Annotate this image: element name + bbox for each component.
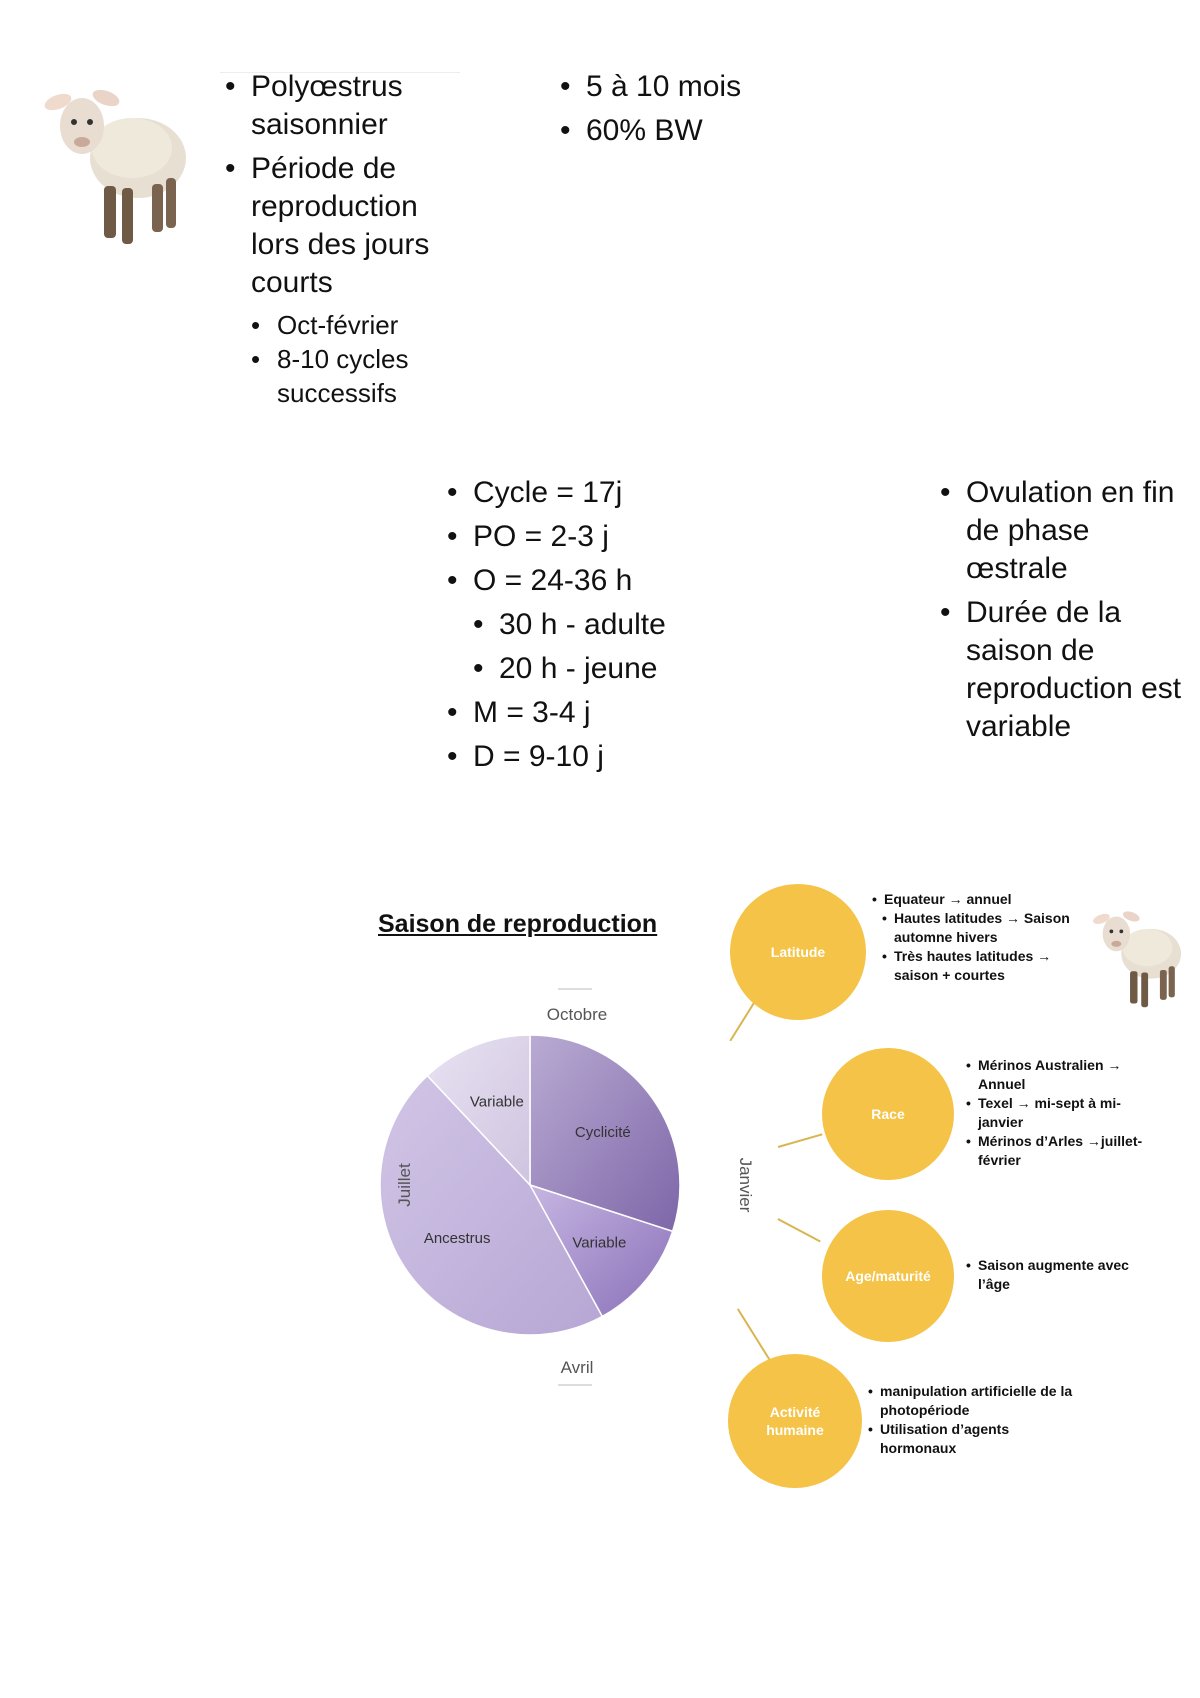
month-left-label: Juillet — [395, 1163, 414, 1207]
bullet-d: • D = 9-10 j — [447, 738, 787, 776]
bullet-polyoestrus: • Polyœstrus saisonnier — [225, 68, 455, 144]
bullet-oct-fevrier: • Oct-février — [251, 308, 455, 342]
season-pie-chart — [380, 975, 755, 1395]
bullet-o: • O = 24-36 h — [447, 562, 787, 600]
latitude-note-1: • Equateur → annuel — [872, 890, 1092, 909]
latitude-note-3: • Très hautes latitudes → saison + courtes — [882, 947, 1092, 985]
pie-slice-cyclicite-label: Cyclicité — [574, 1124, 631, 1142]
age-circle-label: Age/maturité — [845, 1268, 931, 1284]
human-circle-label: Activité humaine — [766, 1404, 824, 1438]
puberty-list — [560, 68, 820, 150]
bullet-po: • PO = 2-3 j — [447, 518, 787, 556]
bullet-bw: • 60% BW — [560, 112, 820, 150]
reproduction-list — [225, 68, 455, 410]
bullet-m: • M = 3-4 j — [447, 694, 787, 732]
bullet-cycles: • 8-10 cycles successifs — [251, 342, 455, 410]
bullet-ovulation: • Ovulation en fin de phase œstrale — [940, 474, 1195, 588]
bullet-adulte: • 30 h - adulte — [473, 606, 787, 644]
latitude-note-2: • Hautes latitudes → Saison automne hivers — [882, 909, 1092, 947]
race-circle: Race — [822, 1048, 954, 1180]
bullet-cycle: • Cycle = 17j — [447, 474, 787, 512]
chart-title: Saison de reproduction — [378, 910, 658, 938]
latitude-notes — [872, 890, 1092, 985]
month-bottom-label: Avril — [560, 1358, 594, 1377]
race-note-3: • Mérinos d’Arles →juillet-février — [966, 1132, 1166, 1170]
race-note-1: • Mérinos Australien → Annuel — [966, 1056, 1166, 1094]
month-top-label: Octobre — [546, 1005, 608, 1024]
race-note-2: • Texel → mi-sept à mi-janvier — [966, 1094, 1166, 1132]
pie-slice-variable-1-label: Variable — [572, 1234, 627, 1252]
human-circle — [728, 1354, 862, 1488]
connector-human — [737, 1308, 773, 1365]
age-circle — [822, 1210, 954, 1342]
bullet-age: • 5 à 10 mois — [560, 68, 820, 106]
cycle-list — [447, 474, 787, 776]
human-notes — [868, 1382, 1088, 1458]
human-note-1: • manipulation artificielle de la photopériode — [868, 1382, 1088, 1420]
human-note-2: • Utilisation d’agents hormonaux — [868, 1420, 1088, 1458]
age-notes — [966, 1256, 1156, 1294]
pie-slice-variable-2-label: Variable — [469, 1093, 524, 1111]
connector-race — [778, 1133, 823, 1147]
sheep-image-top — [40, 78, 200, 258]
latitude-circle: Latitude — [730, 884, 866, 1020]
bullet-duree: • Durée de la saison de reproduction est variable — [940, 594, 1195, 746]
connector-age — [778, 1218, 821, 1242]
race-notes — [966, 1056, 1166, 1170]
month-right-label: Janvier — [736, 1157, 755, 1213]
bullet-periode: • Période de reproduction lors des jours courts — [225, 150, 455, 302]
bullet-jeune: • 20 h - jeune — [473, 650, 787, 688]
sheep-image-small — [1088, 904, 1192, 1016]
ovulation-list — [940, 474, 1195, 746]
age-note-1: • Saison augmente avec l’âge — [966, 1256, 1156, 1294]
pie-slice-ancestrus-label: Ancestrus — [423, 1229, 491, 1247]
